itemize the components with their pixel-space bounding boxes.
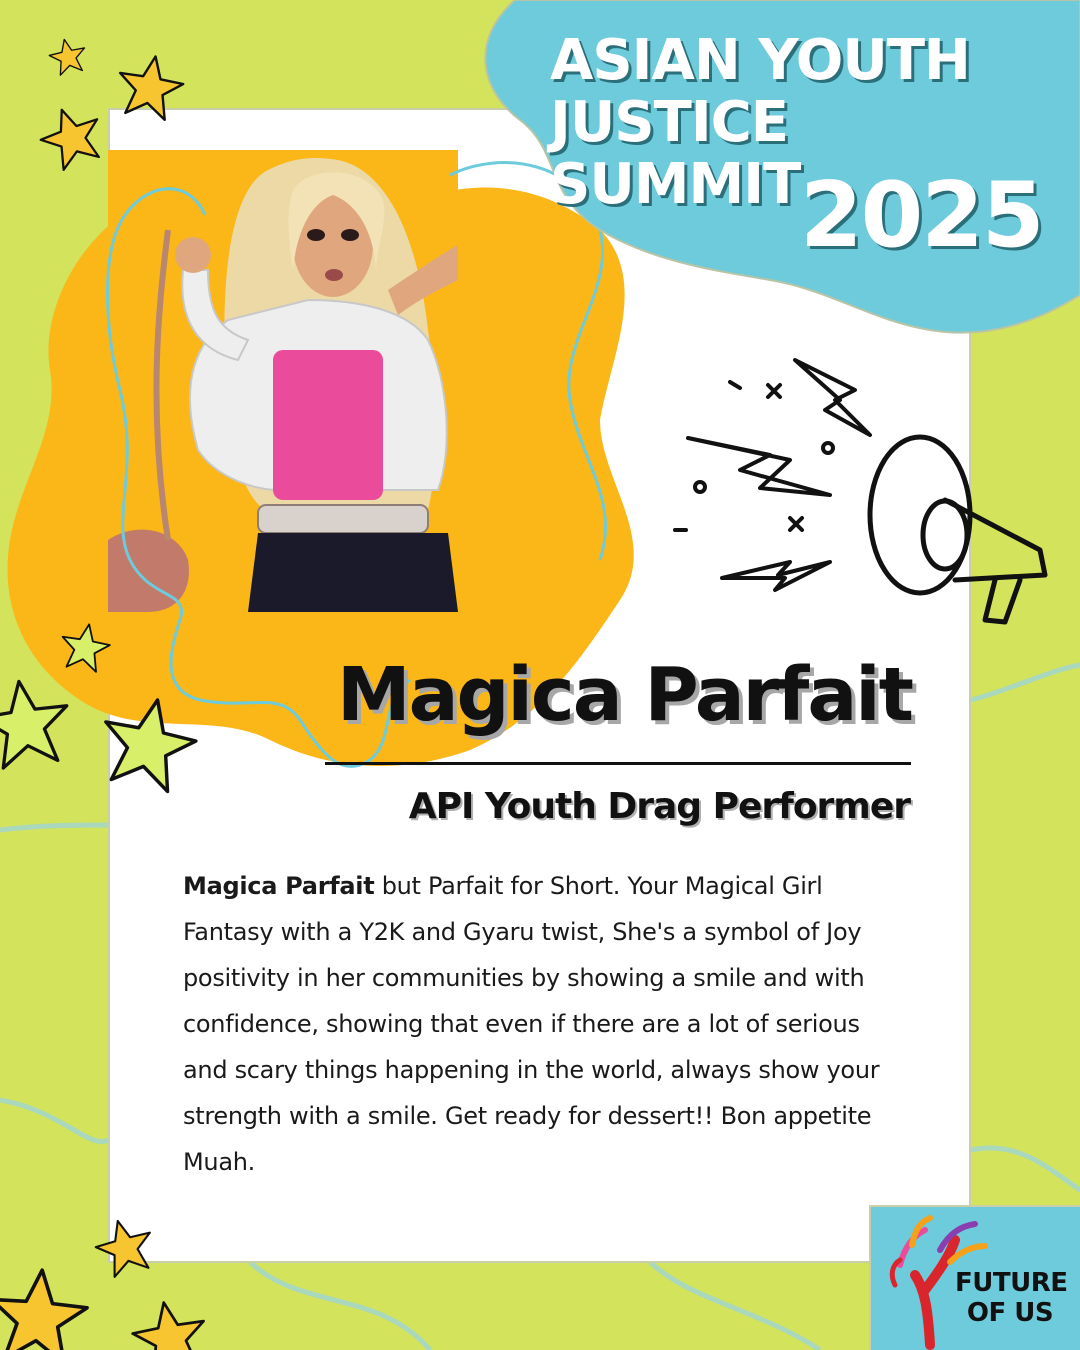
logo-line1: FUTURE [955,1268,1068,1298]
performer-role: API Youth Drag Performer [408,786,910,827]
event-year: 2025 [800,163,1043,268]
event-title-line2: JUSTICE SUMMIT [550,90,801,217]
name-divider [325,762,911,765]
event-title-line1: ASIAN YOUTH [550,28,970,93]
performer-name: Magica Parfait [336,652,912,738]
logo-line2: OF US [966,1298,1054,1328]
logo-text [955,1268,1068,1328]
performer-bio [183,863,903,1185]
bio-lead: Magica Parfait [183,872,375,900]
bio-text: but Parfait for Short. Your Magical Girl Fantasy with a Y2K and Gyaru twist, She's a symbol of Joy positivity in her communities by showing a smile and with confidence, showing that even if there are a lot of serious and scary things happening in the world, always show your strength with a smile. Get ready for dessert!! Bon appetite Muah. [183,872,880,1176]
